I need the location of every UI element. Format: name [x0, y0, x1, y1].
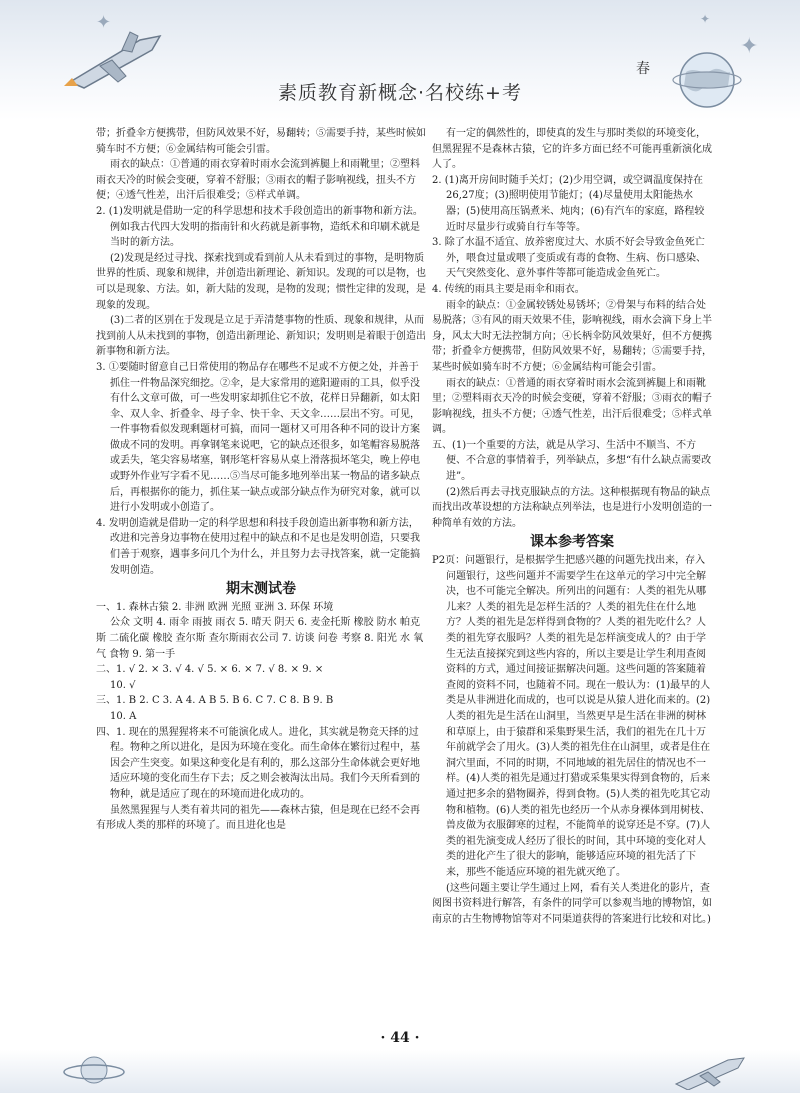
answer-line: 一、1. 森林古猿 2. 非洲 欧洲 光照 亚洲 3. 环保 环境: [96, 601, 334, 613]
paragraph: (3)二者的区别在于发现是立足于弄清楚事物的性质、现象和规律，从而找到前人从未找到的事物，创造出新理论、新知识；发明则是着眼于创造出新事物和新方法。: [96, 315, 426, 358]
left-column: [96, 126, 426, 834]
answer-line: P2页：问题银行，是根据学生把感兴趣的问题先找出来，存入问题银行，这些问题并不需要学生在这单元的学习中完全解决，也不可能完全解决。所列出的问题有：人类的祖先从哪儿来？人类的祖先是怎样生活的？人类的祖先住在什么地方？人类的祖先是怎样得到食物的？人类的祖先吃什么？人类的祖先穿衣服吗？人类的祖先是怎样演变成人的？由于学生无法直接探究到这些内容的，所以主要是让学生利用查阅资料的方式，通过间接证据解决问题。这些问题的答案随着查阅的资料不同，也随着不同。现在一般认为：(1)最早的人类是从非洲进化而成的，也可以说是从猿人进化而来的。(2)人类的祖先是生活在山洞里，当然更早是生活在非洲的树林和草原上，由于猿群和采集野果生活，我们的祖先在几十万年前就学会了用火。(3)人类的祖先住在山洞里，或者是住在洞穴里面，不同的时期，不同地域的祖先居住的情况也不一样。(4)人类的祖先是通过打猎或采集果实得到食物的，后来通过把多余的猎物圈养，得到食物。(5)人类的祖先吃其它动物和植物。(6)人类的祖先也经历一个从赤身裸体到用树枝、兽皮做为衣服御寒的过程，不能简单的说穿还是不穿。(7)人类的祖先演变成人经历了很长的时间，其中环境的变化对人类的进化产生了很大的影响，能够适应环境的祖先活了下来，那些不能适应环境的祖先就灭绝了。: [432, 555, 711, 878]
paragraph: 4. 传统的雨具主要是雨伞和雨衣。: [432, 283, 585, 295]
sparkle-icon: ✦: [96, 12, 112, 33]
paragraph: 4. 发明创造就是借助一定的科学思想和科技手段创造出新事物和新方法，改进和完善身边事物在使用过程中的缺点和不足也是发明创造，只要我们善于观察，遇事多问几个为什么，并且努力去寻找答案，就一定能搞发明创造。: [96, 517, 420, 576]
planet-icon: [60, 1050, 130, 1090]
answer-line: 虽然黑猩猩与人类有着共同的祖先——森林古猿，但是现在已经不会再有形成人类的那样的环境了。而且进化也是: [96, 804, 420, 832]
answer-line: 四、1. 现在的黑猩猩将来不可能演化成人。进化，其实就是物竞天择的过程。物种之所以进化，是因为环境在变化。而生命体在繁衍过程中，基因会产生突变。如果这种变化是有利的，那么这部分生命体就会更好地适应环境的变化而生存下去；反之则会被淘汰出局。我们今天所看到的物种，就是适应了现在的环境而进化成功的。: [96, 726, 420, 800]
paragraph: 3. ①要随时留意自己日常使用的物品存在哪些不足或不方便之处，并善于抓住一件物品深究细挖。②伞，是大家常用的遮阳避雨的工具，似乎没有什么文章可做，可一些发明家却抓住它不放，花样日异翻新，如太阳伞、双人伞、折叠伞、母子伞、快干伞、天文伞……层出不穷。可见，一件事物看似发现剩题材可搞，而同一题材又可用各种不同的设计方案做成不同的发明。再拿钢笔来说吧，它的缺点还很多，如笔帽容易脱落或丢失，笔尖容易堵塞，钢形笔杆容易从桌上滑落损坏笔尖，晚上停电或野外作业写字看不见……⑤当尽可能多地列举出某一物品的诸多缺点后，再根据你的能力，抓住某一缺点或部分缺点作为研究对象，就可以进行小发明或小创造了。: [96, 361, 420, 514]
answer-line: 10. A: [110, 710, 137, 722]
space-shuttle-icon: [670, 1050, 750, 1090]
sparkle-icon: ✦: [740, 34, 759, 59]
paragraph: (2)然后再去寻找克服缺点的方法。这种根据现有物品的缺点而找出改革设想的方法称缺点列举法，也是进行小发明创造的一种简单有效的方法。: [432, 486, 712, 529]
section-title-textbook-answers: 课本参考答案: [530, 534, 614, 551]
paragraph: (2)发现是经过寻找、探索找到或看到前人从未看到过的事物，是明物质世界的性质、现象和规律，并创造出新理论、新知识。发现的可以是物，也可以是现象、方法。如，新大陆的发现，是物的发现；惯性定律的发现，是现象的发现。: [96, 252, 426, 311]
paragraph: 3. 除了水温不适宜、放养密度过大、水质不好会导致金鱼死亡外，喂食过量或喂了变质或有毒的食物、生病、伤口感染、天气突然变化、意外事件等都可能造成金鱼死亡。: [432, 237, 706, 280]
paragraph: 有一定的偶然性的，即使真的发生与那时类似的环境变化，但黑猩猩不是森林古猿，它的许多方面已经不可能再重新演化成人了。: [432, 128, 712, 171]
page-title: 素质教育新概念·名校练+考: [278, 82, 522, 104]
page-number: · 44 ·: [380, 1030, 420, 1046]
answer-line: 10. √: [110, 679, 136, 691]
paragraph: 雨衣的缺点：①普通的雨衣穿着时雨水会流到裤腿上和雨靴里；②塑料雨衣天冷的时候会变硬，穿着不舒服；③雨衣的帽子影响视线，扭头不方便；④透气性差，出汗后很难受；⑤样式单调。: [96, 159, 420, 202]
paragraph: 2. (1)离开房间时随手关灯；(2)少用空调，或空调温度保持在26,27度；(3)照明使用节能灯；(4)尽量使用太阳能热水器；(5)使用高压锅煮米、炖肉；(6)有汽车的家庭，路程较近时尽量步行或骑自行车等等。: [432, 174, 705, 233]
right-column: [432, 126, 712, 927]
paragraph: 五、(1)一个重要的方法，就是从学习、生活中不顺当、不方便、不合意的事情着手，列举缺点，多想“有什么缺点需要改进”。: [432, 439, 712, 483]
paragraph: 雨伞的缺点：①金属较锈处易锈坏；②骨架与布料的结合处易脱落；③有风的雨天效果不佳，影响视线，雨水会滴下身上半身，风太大时无法控制方向；④长柄伞防风效果好，但不方便携带；折叠伞方便携带，但防风效果不好，易翻转；⑤需要手持，某些时候如骑车时不方便；⑥金属结构可能会引雷。: [432, 299, 712, 373]
paragraph: 雨衣的缺点：①普通的雨衣穿着时雨水会流到裤腿上和雨靴里；②塑料雨衣天冷的时候会变硬，穿着不舒服；③雨衣的帽子影响视线，扭头不方便；④透气性差，出汗后很难受；⑤样式单调。: [432, 377, 712, 436]
page-header: [0, 0, 800, 120]
sparkle-icon: ✦: [700, 12, 711, 26]
page-footer: [0, 1050, 800, 1093]
answer-line: 二、1. √ 2. × 3. √ 4. √ 5. × 6. × 7. √ 8. × 9. ×: [96, 664, 324, 676]
answer-line: 公众 文明 4. 雨伞 雨披 雨衣 5. 晴天 阴天 6. 麦金托斯 橡胶 防水 帕克斯 二硫化碳 橡胶 查尔斯 查尔斯雨衣公司 7. 访谈 问卷 考察 8. 阳光 水 氧气 食物 9. 第一手: [96, 617, 424, 660]
answer-line: (这些问题主要让学生通过上网，看有关人类进化的影片，查阅图书资料进行解答，有条件的同学可以参观当地的博物馆，如南京的古生物博物馆等对不同渠道获得的答案进行比较和对比。): [432, 882, 712, 925]
section-title-final-exam: 期末测试卷: [226, 581, 296, 598]
paragraph: 带；折叠伞方便携带，但防风效果不好，易翻转；⑤需要手持，某些时候如骑车时不方便；⑥金属结构可能会引雷。: [96, 128, 426, 155]
paragraph: 2. (1)发明就是借助一定的科学思想和技术手段创造出的新事物和新方法。例如我古代四大发明的指南针和火药就是新事物，造纸术和印刷术就是当时的新方法。: [96, 205, 423, 249]
answer-line: 三、1. B 2. C 3. A 4. A B 5. B 6. C 7. C 8. B 9. B: [96, 695, 334, 707]
season-label: 春: [636, 61, 650, 77]
